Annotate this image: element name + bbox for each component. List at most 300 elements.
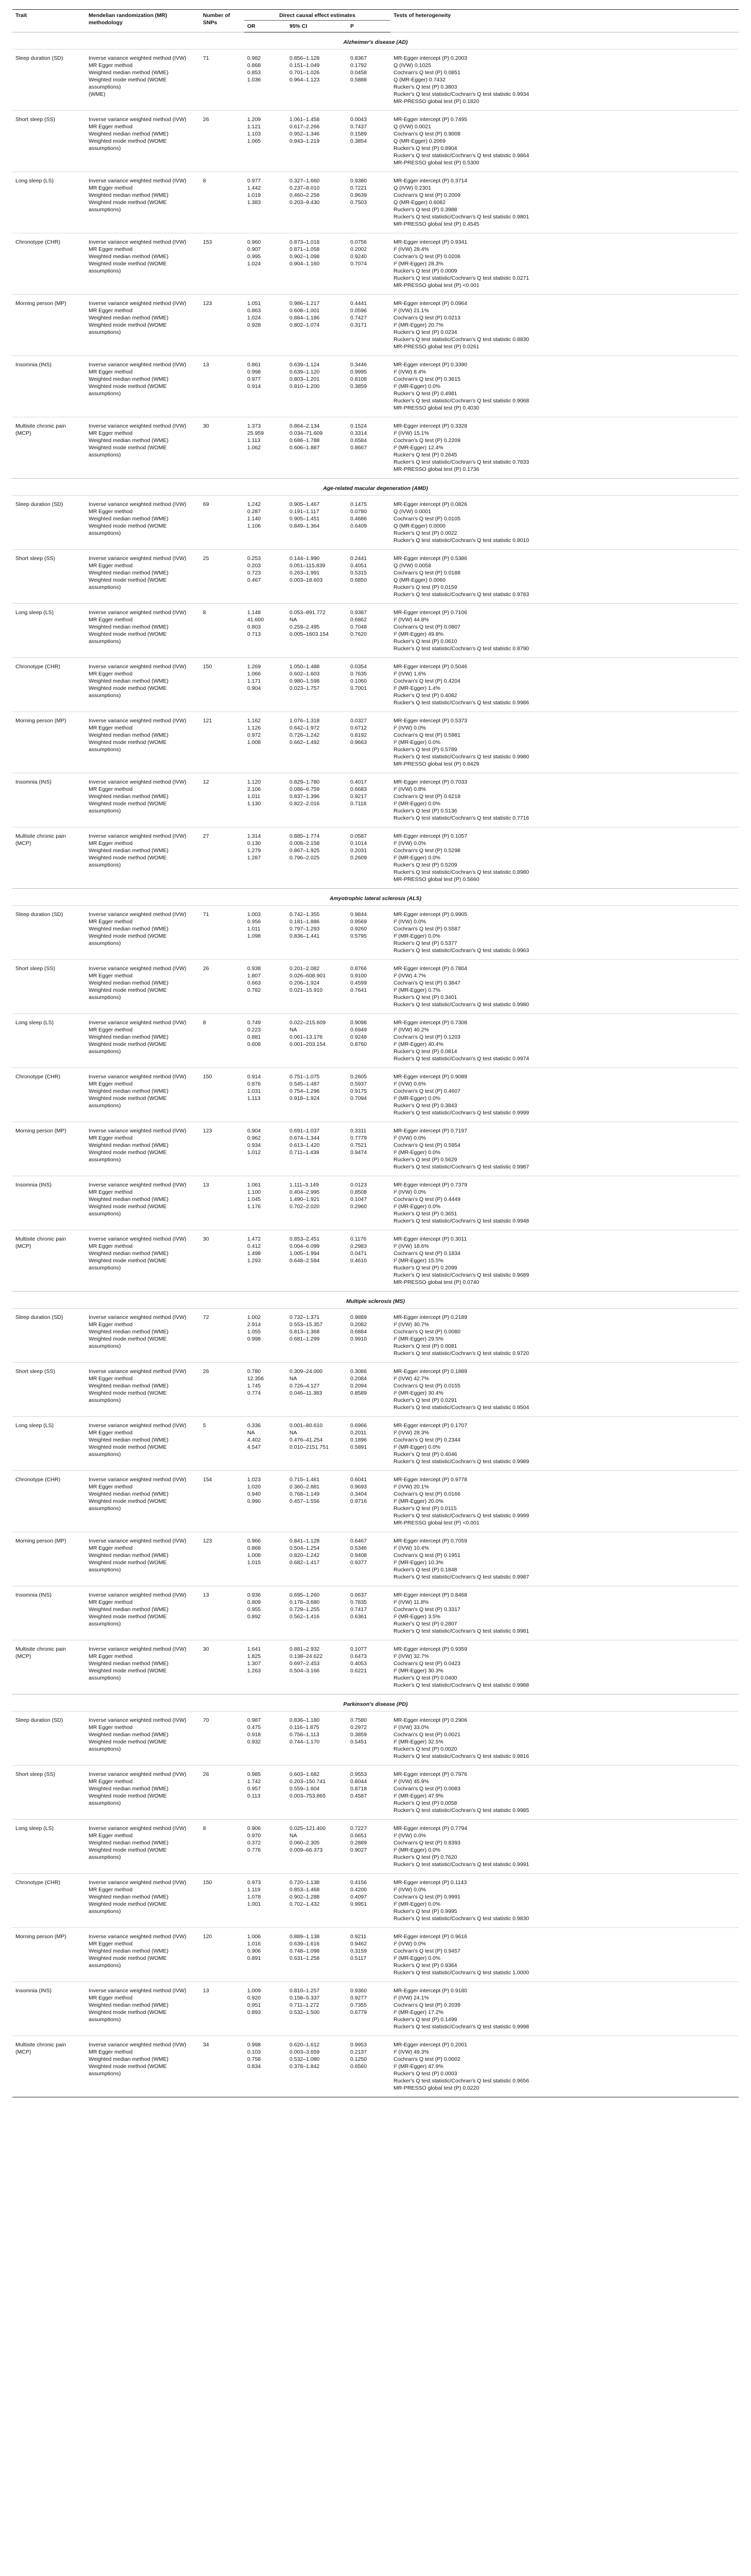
snp-count: 13 bbox=[200, 1176, 244, 1230]
mr-method: Inverse variance weighted method (IVW) bbox=[89, 239, 186, 245]
confidence-interval: 0.642–1.972 bbox=[289, 725, 320, 731]
confidence-interval: 0.726–1.242 bbox=[289, 732, 320, 738]
heterogeneity-test: Cochran's Q test (P) 0.6218 bbox=[394, 793, 460, 800]
p-value: 0.0123 bbox=[350, 1182, 367, 1188]
confidence-interval: 0.952–1.346 bbox=[289, 131, 320, 137]
odds-ratio-cell bbox=[244, 550, 286, 604]
p-value-cell bbox=[347, 1068, 390, 1122]
mr-method-cell bbox=[86, 172, 200, 233]
p-value: 0.9663 bbox=[350, 739, 367, 745]
odds-ratio: 1.003 bbox=[247, 911, 261, 918]
mr-method: Inverse variance weighted method (IVW) bbox=[89, 1988, 186, 1994]
confidence-interval: 0.034–71.609 bbox=[289, 430, 323, 436]
mr-method: Weighted median method (WME) bbox=[89, 1034, 169, 1040]
p-value: 0.2011 bbox=[350, 1430, 367, 1436]
confidence-interval: 0.010–2151.751 bbox=[289, 1444, 329, 1450]
odds-ratio: 1.242 bbox=[247, 501, 261, 507]
table-row bbox=[12, 1363, 739, 1417]
mr-method: Weighted median method (WME) bbox=[89, 980, 169, 986]
mr-method-cell bbox=[86, 1471, 200, 1532]
p-value: 0.2002 bbox=[350, 246, 367, 252]
confidence-interval: 0.697–2.453 bbox=[289, 1660, 320, 1667]
heterogeneity-test: I² (IVW) 49.3% bbox=[394, 2049, 429, 2055]
confidence-interval: 0.829–1.780 bbox=[289, 779, 320, 785]
odds-ratio: 1.293 bbox=[247, 1258, 261, 1264]
mr-method-cell bbox=[86, 295, 200, 356]
exposure-trait: Insomnia (INS) bbox=[12, 1176, 86, 1230]
confidence-interval-cell bbox=[286, 1928, 347, 1982]
odds-ratio: 0.920 bbox=[247, 1995, 261, 2001]
confidence-interval: 0.259–2.495 bbox=[289, 624, 320, 630]
mr-method-cell bbox=[86, 827, 200, 889]
heterogeneity-cell bbox=[390, 1417, 739, 1471]
p-value-cell bbox=[347, 1014, 390, 1068]
heterogeneity-cell bbox=[390, 1309, 739, 1363]
confidence-interval: 1.005–1.994 bbox=[289, 1250, 320, 1257]
odds-ratio-cell bbox=[244, 1586, 286, 1640]
exposure-trait: Short sleep (SS) bbox=[12, 1363, 86, 1417]
confidence-interval-cell bbox=[286, 1122, 347, 1176]
odds-ratio-cell bbox=[244, 2036, 286, 2097]
mr-method: Inverse variance weighted method (IVW) bbox=[89, 1422, 186, 1429]
heterogeneity-test: MR-Egger intercept (P) 0.7794 bbox=[394, 1825, 467, 1832]
p-value: 0.3171 bbox=[350, 322, 367, 328]
confidence-interval-cell bbox=[286, 417, 347, 479]
confidence-interval: 0.631–1.258 bbox=[289, 1955, 320, 1961]
exposure-trait: Long sleep (LS) bbox=[12, 1014, 86, 1068]
heterogeneity-test: MR-Egger intercept (P) 0.5046 bbox=[394, 664, 467, 670]
mr-method: MR Egger method bbox=[89, 563, 133, 569]
mr-method: Weighted mode method (WOME assumptions) bbox=[89, 1498, 167, 1512]
heterogeneity-test: MR-Egger intercept (P) 0.9778 bbox=[394, 1477, 467, 1483]
confidence-interval: 0.003–753.865 bbox=[289, 1793, 326, 1799]
p-value: 0.5888 bbox=[350, 77, 367, 83]
odds-ratio: 0.956 bbox=[247, 919, 261, 925]
heterogeneity-test: Rucker's Q test (P) 0.4082 bbox=[394, 692, 457, 699]
heterogeneity-test: MR-Egger intercept (P) 0.5386 bbox=[394, 555, 467, 562]
p-value-cell bbox=[347, 604, 390, 658]
heterogeneity-test: MR-Egger intercept (P) 0.7197 bbox=[394, 1128, 467, 1134]
odds-ratio: 0.881 bbox=[247, 1034, 261, 1040]
mr-method: Weighted mode method (WOME assumptions) bbox=[89, 1149, 167, 1163]
p-value: 0.1250 bbox=[350, 2056, 367, 2062]
mr-method: Weighted mode method (WOME assumptions) bbox=[89, 261, 167, 274]
heterogeneity-test: Rucker's Q test statistic/Cochran's Q test statistic 0.9998 bbox=[394, 2024, 530, 2030]
heterogeneity-test: Q (IVW) 0.0021 bbox=[394, 124, 431, 130]
confidence-interval: NA bbox=[289, 1027, 297, 1033]
confidence-interval: 1.050–1.488 bbox=[289, 664, 320, 670]
exposure-trait: Chronotype (CHR) bbox=[12, 1471, 86, 1532]
heterogeneity-test: I² (IVW) 10.4% bbox=[394, 1545, 429, 1551]
confidence-interval: 0.008–2.158 bbox=[289, 840, 320, 846]
p-value: 0.9910 bbox=[350, 1336, 367, 1342]
p-value: 0.1896 bbox=[350, 1437, 367, 1443]
confidence-interval-cell bbox=[286, 712, 347, 773]
snp-count: 8 bbox=[200, 1014, 244, 1068]
heterogeneity-test: Rucker's Q test (P) 0.1499 bbox=[394, 2016, 457, 2023]
mr-method-cell bbox=[86, 1982, 200, 2036]
odds-ratio: 0.918 bbox=[247, 1732, 261, 1738]
heterogeneity-test: Rucker's Q test (P) 0.0003 bbox=[394, 2071, 457, 2077]
mr-method: Weighted mode method (WOME assumptions) bbox=[89, 1095, 167, 1109]
mr-method: Weighted median method (WME) bbox=[89, 1732, 169, 1738]
heterogeneity-test: Q (IVW) 0.0058 bbox=[394, 563, 431, 569]
mr-method: Weighted median method (WME) bbox=[89, 1491, 169, 1497]
mr-method: Weighted median method (WME) bbox=[89, 192, 169, 198]
p-value: 0.9027 bbox=[350, 1847, 367, 1853]
p-value: 0.5891 bbox=[350, 1444, 367, 1450]
p-value: 0.7635 bbox=[350, 671, 367, 677]
p-value: 0.7641 bbox=[350, 987, 367, 993]
snp-count: 69 bbox=[200, 496, 244, 550]
confidence-interval: 0.460–2.258 bbox=[289, 192, 320, 198]
heterogeneity-test: I² (IVW) 8.4% bbox=[394, 369, 426, 375]
table-row bbox=[12, 1982, 739, 2036]
odds-ratio: 0.977 bbox=[247, 178, 261, 184]
p-value: 0.7221 bbox=[350, 185, 367, 191]
odds-ratio: 0.977 bbox=[247, 376, 261, 382]
heterogeneity-test: Q (MR-Egger) 0.2069 bbox=[394, 138, 446, 144]
snp-count: 123 bbox=[200, 295, 244, 356]
heterogeneity-test: MR-PRESSO global test (P) 0.0220 bbox=[394, 2085, 480, 2091]
table-row bbox=[12, 417, 739, 479]
heterogeneity-test: Rucker's Q test statistic/Cochran's Q test statistic 0.7716 bbox=[394, 815, 530, 821]
table-header bbox=[12, 10, 739, 32]
confidence-interval: 1.076–1.318 bbox=[289, 718, 320, 724]
p-value: 0.0587 bbox=[350, 833, 367, 839]
mr-method: MR Egger method bbox=[89, 617, 133, 623]
snp-count: 27 bbox=[200, 827, 244, 889]
heterogeneity-test: Rucker's Q test statistic/Cochran's Q test statistic 0.9963 bbox=[394, 947, 530, 954]
p-value-cell bbox=[347, 1309, 390, 1363]
odds-ratio: 1.020 bbox=[247, 1484, 261, 1490]
p-value: 0.5451 bbox=[350, 1739, 367, 1745]
mr-method: MR Egger method bbox=[89, 973, 133, 979]
odds-ratio: 0.932 bbox=[247, 1739, 261, 1745]
p-value-cell bbox=[347, 233, 390, 295]
snp-count: 71 bbox=[200, 906, 244, 960]
odds-ratio: 0.803 bbox=[247, 624, 261, 630]
p-value: 0.1589 bbox=[350, 131, 367, 137]
heterogeneity-test: I² (MR-Egger) 32.5% bbox=[394, 1739, 443, 1745]
confidence-interval-cell bbox=[286, 111, 347, 172]
mr-method: Weighted mode method (WOME assumptions) bbox=[89, 445, 167, 458]
confidence-interval: 0.904–1.160 bbox=[289, 261, 320, 267]
exposure-trait: Short sleep (SS) bbox=[12, 550, 86, 604]
heterogeneity-test: Cochran's Q test (P) 0.5298 bbox=[394, 848, 460, 854]
p-value: 0.2889 bbox=[350, 1840, 367, 1846]
odds-ratio: 0.955 bbox=[247, 1606, 261, 1613]
heterogeneity-test: I² (MR-Egger) 0.0% bbox=[394, 383, 441, 389]
header-method: Mendelian randomization (MR) methodology bbox=[86, 10, 200, 32]
p-value-cell bbox=[347, 550, 390, 604]
heterogeneity-test: I² (IVW) 44.8% bbox=[394, 617, 429, 623]
p-value: 0.4051 bbox=[350, 563, 367, 569]
p-value: 0.4017 bbox=[350, 779, 367, 785]
p-value: 0.0327 bbox=[350, 718, 367, 724]
confidence-interval: 0.768–1.149 bbox=[289, 1491, 320, 1497]
mr-method: Weighted mode method (WOME assumptions) bbox=[89, 1793, 167, 1806]
confidence-interval: 0.682–1.417 bbox=[289, 1560, 320, 1566]
mr-method: Inverse variance weighted method (IVW) bbox=[89, 2042, 186, 2048]
heterogeneity-cell bbox=[390, 1711, 739, 1766]
heterogeneity-test: I² (MR-Egger) 0.0% bbox=[394, 1444, 441, 1450]
exposure-trait: Short sleep (SS) bbox=[12, 111, 86, 172]
confidence-interval-cell bbox=[286, 1417, 347, 1471]
odds-ratio: 1.279 bbox=[247, 848, 261, 854]
heterogeneity-test: Rucker's Q test (P) 0.2645 bbox=[394, 452, 457, 458]
mr-method: Weighted median method (WME) bbox=[89, 1329, 169, 1335]
heterogeneity-test: MR-Egger intercept (P) 0.9180 bbox=[394, 1988, 467, 1994]
heterogeneity-test: MR-PRESSO global test (P) 0.4545 bbox=[394, 221, 480, 227]
odds-ratio: 0.253 bbox=[247, 555, 261, 562]
heterogeneity-test: I² (MR-Egger) 10.3% bbox=[394, 1560, 443, 1566]
confidence-interval: 0.681–1.299 bbox=[289, 1336, 320, 1342]
odds-ratio: 0.475 bbox=[247, 1724, 261, 1731]
heterogeneity-test: Cochran's Q test (P) 0.0188 bbox=[394, 570, 460, 576]
exposure-trait: Insomnia (INS) bbox=[12, 1586, 86, 1640]
mr-method: Weighted median method (WME) bbox=[89, 1948, 169, 1954]
heterogeneity-test: MR-Egger intercept (P) 0.7033 bbox=[394, 779, 467, 785]
odds-ratio: 0.287 bbox=[247, 509, 261, 515]
p-value: 0.1047 bbox=[350, 1196, 367, 1202]
p-value: 0.9387 bbox=[350, 609, 367, 616]
odds-ratio: 0.749 bbox=[247, 1020, 261, 1026]
heterogeneity-test: MR-PRESSO global test (P) 0.5300 bbox=[394, 160, 480, 166]
confidence-interval-cell bbox=[286, 906, 347, 960]
heterogeneity-test: I² (MR-Egger) 12.4% bbox=[394, 445, 443, 451]
p-value: 0.2094 bbox=[350, 1383, 367, 1389]
odds-ratio: 1.263 bbox=[247, 1668, 261, 1674]
heterogeneity-test: Cochran's Q test (P) 0.4204 bbox=[394, 678, 460, 684]
mr-method-cell bbox=[86, 356, 200, 417]
odds-ratio: 0.960 bbox=[247, 239, 261, 245]
heterogeneity-test: Rucker's Q test statistic/Cochran's Q test statistic 0.9948 bbox=[394, 1218, 530, 1224]
odds-ratio: 1.120 bbox=[247, 779, 261, 785]
odds-ratio: 0.957 bbox=[247, 1786, 261, 1792]
confidence-interval: 0.742–1.355 bbox=[289, 911, 320, 918]
mr-method: Weighted median method (WME) bbox=[89, 848, 169, 854]
snp-count: 26 bbox=[200, 111, 244, 172]
heterogeneity-test: I² (MR-Egger) 17.2% bbox=[394, 2009, 443, 2015]
mr-method: Weighted median method (WME) bbox=[89, 253, 169, 260]
p-value: 0.7048 bbox=[350, 624, 367, 630]
odds-ratio: 4.547 bbox=[247, 1444, 261, 1450]
heterogeneity-test: I² (MR-Egger) 40.4% bbox=[394, 1041, 443, 1047]
confidence-interval: 0.608–1.001 bbox=[289, 308, 320, 314]
odds-ratio-cell bbox=[244, 906, 286, 960]
odds-ratio: 0.998 bbox=[247, 369, 261, 375]
heterogeneity-test: Rucker's Q test (P) 0.0022 bbox=[394, 530, 457, 536]
mr-method-cell bbox=[86, 1176, 200, 1230]
heterogeneity-test: Rucker's Q test statistic/Cochran's Q test statistic 0.9986 bbox=[394, 700, 530, 706]
confidence-interval-cell bbox=[286, 1586, 347, 1640]
odds-ratio: 0.906 bbox=[247, 1948, 261, 1954]
heterogeneity-test: I² (MR-Egger) 47.9% bbox=[394, 2063, 443, 2070]
heterogeneity-test: MR-Egger intercept (P) 0.7059 bbox=[394, 1538, 467, 1544]
heterogeneity-test: I² (MR-Egger) 0.0% bbox=[394, 1204, 441, 1210]
confidence-interval: 0.674–1.344 bbox=[289, 1135, 320, 1141]
header-heterogeneity: Tests of heterogeneity bbox=[390, 10, 739, 32]
section-header-row bbox=[12, 1694, 739, 1711]
confidence-interval: 0.309–24.000 bbox=[289, 1368, 323, 1375]
odds-ratio: 1.140 bbox=[247, 516, 261, 522]
odds-ratio: 1.113 bbox=[247, 437, 261, 444]
heterogeneity-test: Rucker's Q test (P) 0.8904 bbox=[394, 145, 457, 151]
snp-count: 13 bbox=[200, 1982, 244, 2036]
p-value: 0.9569 bbox=[350, 919, 367, 925]
odds-ratio: 0.940 bbox=[247, 1491, 261, 1497]
heterogeneity-test: Rucker's Q test (P) 0.0009 bbox=[394, 268, 457, 274]
heterogeneity-cell bbox=[390, 773, 739, 827]
exposure-trait: Sleep duration (SD) bbox=[12, 49, 86, 111]
confidence-interval: 0.606–1.887 bbox=[289, 445, 320, 451]
mr-method: MR Egger method bbox=[89, 246, 133, 252]
heterogeneity-test: I² (IVW) 32.7% bbox=[394, 1653, 429, 1659]
heterogeneity-cell bbox=[390, 111, 739, 172]
exposure-trait: Sleep duration (SD) bbox=[12, 1711, 86, 1766]
confidence-interval: 0.905–1.451 bbox=[289, 516, 320, 522]
mr-method: MR Egger method bbox=[89, 1321, 133, 1328]
confidence-interval: 0.751–1.075 bbox=[289, 1074, 320, 1080]
heterogeneity-test: MR-Egger intercept (P) 0.0964 bbox=[394, 300, 467, 307]
odds-ratio: 0.982 bbox=[247, 55, 261, 61]
heterogeneity-cell bbox=[390, 960, 739, 1014]
mr-method: Weighted mode method (WOME assumptions) bbox=[89, 1444, 167, 1458]
mr-method: Inverse variance weighted method (IVW) bbox=[89, 1368, 186, 1375]
p-value: 0.5795 bbox=[350, 933, 367, 939]
table-row bbox=[12, 604, 739, 658]
mr-method: Weighted mode method (WOME assumptions) bbox=[89, 801, 167, 814]
p-value: 0.6041 bbox=[350, 1477, 367, 1483]
confidence-interval: 0.009–66.373 bbox=[289, 1847, 323, 1853]
mr-method: Inverse variance weighted method (IVW) bbox=[89, 555, 186, 562]
odds-ratio-cell bbox=[244, 1122, 286, 1176]
heterogeneity-test: I² (IVW) 28.4% bbox=[394, 246, 429, 252]
table-row bbox=[12, 1417, 739, 1471]
confidence-interval: NA bbox=[289, 617, 297, 623]
heterogeneity-test: MR-Egger intercept (P) 0.1889 bbox=[394, 1368, 467, 1375]
exposure-trait: Sleep duration (SD) bbox=[12, 1309, 86, 1363]
heterogeneity-test: MR-Egger intercept (P) 0.7495 bbox=[394, 116, 467, 123]
p-value: 0.9462 bbox=[350, 1941, 367, 1947]
confidence-interval: 0.691–1.037 bbox=[289, 1128, 320, 1134]
heterogeneity-test: MR-Egger intercept (P) 0.7379 bbox=[394, 1182, 467, 1188]
table-row bbox=[12, 712, 739, 773]
p-value: 0.8766 bbox=[350, 965, 367, 972]
heterogeneity-test: Cochran's Q test (P) 0.5954 bbox=[394, 1142, 460, 1148]
odds-ratio-cell bbox=[244, 1874, 286, 1928]
mr-method-cell bbox=[86, 658, 200, 712]
odds-ratio: 0.934 bbox=[247, 1142, 261, 1148]
table-row bbox=[12, 172, 739, 233]
exposure-trait: Multisite chronic pain (MCP) bbox=[12, 2036, 86, 2097]
mr-method-cell bbox=[86, 604, 200, 658]
p-value: 0.8718 bbox=[350, 1786, 367, 1792]
p-value: 0.1077 bbox=[350, 1646, 367, 1652]
heterogeneity-test: Rucker's Q test statistic/Cochran's Q test statistic 0.9816 bbox=[394, 1753, 530, 1759]
mr-method: Weighted mode method (WOME assumptions) bbox=[89, 2063, 167, 2077]
p-value: 0.9844 bbox=[350, 911, 367, 918]
confidence-interval-cell bbox=[286, 496, 347, 550]
odds-ratio: 0.723 bbox=[247, 570, 261, 576]
p-value: 0.0471 bbox=[350, 1250, 367, 1257]
heterogeneity-test: MR-PRESSO global test (P) <0.001 bbox=[394, 1520, 480, 1526]
heterogeneity-test: MR-Egger intercept (P) 0.3011 bbox=[394, 1236, 467, 1242]
heterogeneity-test: I² (IVW) 15.1% bbox=[394, 430, 429, 436]
confidence-interval: 0.711–1.272 bbox=[289, 2002, 319, 2008]
mr-method-cell bbox=[86, 1874, 200, 1928]
confidence-interval: 0.001–203.154 bbox=[289, 1041, 326, 1047]
confidence-interval-cell bbox=[286, 1309, 347, 1363]
heterogeneity-cell bbox=[390, 1068, 739, 1122]
odds-ratio: 1.745 bbox=[247, 1383, 261, 1389]
heterogeneity-test: Rucker's Q test statistic/Cochran's Q test statistic 0.8830 bbox=[394, 336, 530, 343]
heterogeneity-test: Q (IVW) 0.0001 bbox=[394, 509, 431, 515]
mr-method: Weighted median method (WME) bbox=[89, 437, 169, 444]
table-row bbox=[12, 1586, 739, 1640]
heterogeneity-test: MR-Egger intercept (P) 0.2003 bbox=[394, 55, 467, 61]
heterogeneity-test: Rucker's Q test (P) 0.5136 bbox=[394, 808, 457, 814]
heterogeneity-test: Cochran's Q test (P) 0.0851 bbox=[394, 70, 460, 76]
odds-ratio: 1.807 bbox=[247, 973, 261, 979]
odds-ratio: 0.998 bbox=[247, 1336, 261, 1342]
odds-ratio: 1.031 bbox=[247, 1088, 261, 1094]
odds-ratio: 1.287 bbox=[247, 855, 261, 861]
mr-method: Weighted mode method (WOME assumptions) bbox=[89, 987, 167, 1001]
odds-ratio: NA bbox=[247, 1430, 255, 1436]
mr-method: MR Egger method bbox=[89, 2049, 133, 2055]
confidence-interval: 0.662–1.492 bbox=[289, 739, 320, 745]
p-value: 0.3314 bbox=[350, 430, 367, 436]
confidence-interval: 0.849–1.364 bbox=[289, 523, 320, 529]
heterogeneity-test: Cochran's Q test (P) 0.0155 bbox=[394, 1383, 460, 1389]
confidence-interval: 0.810–1.257 bbox=[289, 1988, 320, 1994]
odds-ratio: 0.904 bbox=[247, 1128, 261, 1134]
confidence-interval-cell bbox=[286, 1363, 347, 1417]
heterogeneity-test: I² (IVW) 11.8% bbox=[394, 1599, 429, 1605]
mr-method: Weighted mode method (WOME assumptions) bbox=[89, 383, 167, 397]
p-value-cell bbox=[347, 1532, 390, 1586]
odds-ratio-cell bbox=[244, 172, 286, 233]
heterogeneity-test: Rucker's Q test statistic/Cochran's Q test statistic 0.0271 bbox=[394, 275, 530, 281]
heterogeneity-test: MR-Egger intercept (P) 0.3714 bbox=[394, 178, 467, 184]
heterogeneity-test: Rucker's Q test statistic/Cochran's Q test statistic 0.9991 bbox=[394, 1861, 530, 1868]
odds-ratio: 0.863 bbox=[247, 308, 261, 314]
confidence-interval: 0.853–1.468 bbox=[289, 1887, 320, 1893]
mr-method: Weighted median method (WME) bbox=[89, 624, 169, 630]
mr-method: Weighted mode method (WOME assumptions) bbox=[89, 933, 167, 946]
p-value: 0.4587 bbox=[350, 1793, 367, 1799]
confidence-interval-cell bbox=[286, 1014, 347, 1068]
mr-method: MR Egger method bbox=[89, 725, 133, 731]
heterogeneity-test: I² (MR-Egger) 49.8% bbox=[394, 631, 443, 637]
heterogeneity-test: Rucker's Q test (P) 0.7620 bbox=[394, 1854, 457, 1860]
heterogeneity-test: MR-Egger intercept (P) 0.8468 bbox=[394, 1592, 467, 1598]
mr-method-cell bbox=[86, 1230, 200, 1292]
heterogeneity-test: MR-Egger intercept (P) 0.2189 bbox=[394, 1314, 467, 1320]
mr-method: Inverse variance weighted method (IVW) bbox=[89, 1074, 186, 1080]
confidence-interval: 0.026–608.901 bbox=[289, 973, 326, 979]
mr-method: Inverse variance weighted method (IVW) bbox=[89, 1646, 186, 1652]
mr-method: Weighted median method (WME) bbox=[89, 70, 169, 76]
confidence-interval: 0.639–1.120 bbox=[289, 369, 320, 375]
p-value: 0.8508 bbox=[350, 1189, 367, 1195]
p-value: 0.7427 bbox=[350, 315, 367, 321]
mr-method: Inverse variance weighted method (IVW) bbox=[89, 779, 186, 785]
heterogeneity-test: Rucker's Q test (P) 0.0115 bbox=[394, 1505, 457, 1512]
confidence-interval: 0.046–11.383 bbox=[289, 1390, 322, 1396]
